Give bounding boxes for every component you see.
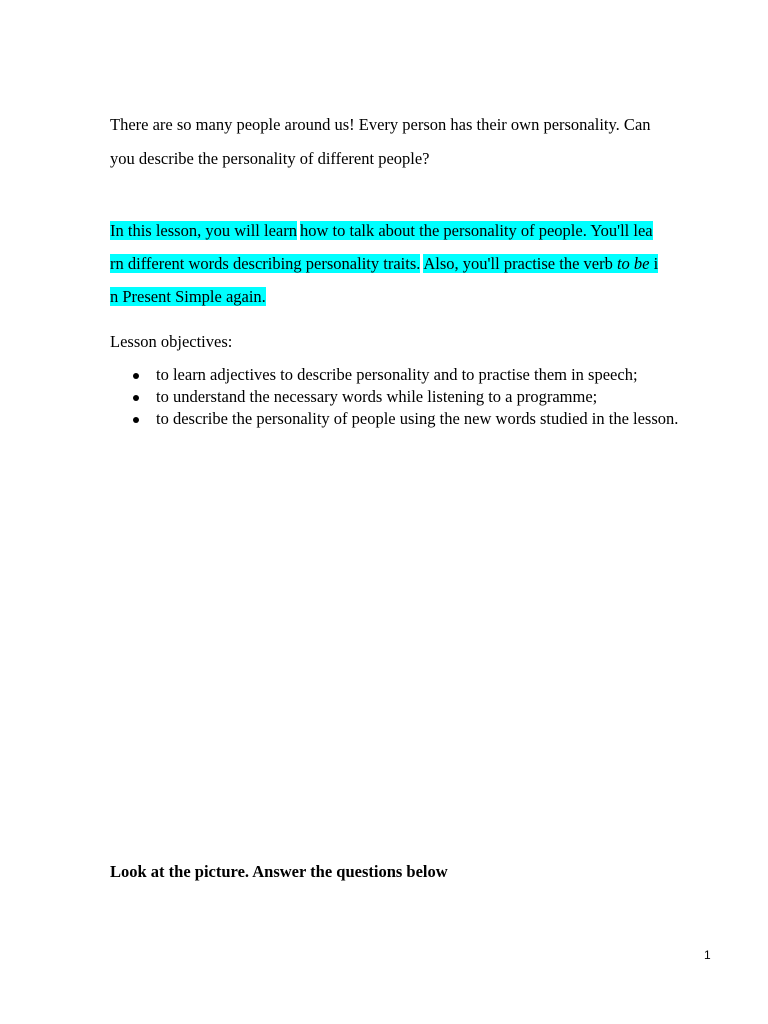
objective-text: to learn adjectives to describe personality and to practise them in speech; [156, 365, 638, 384]
highlight-segment: how to talk about the personality of people. You'll lea [299, 221, 653, 240]
list-item [110, 408, 712, 430]
verb-to-be: to be [616, 254, 650, 273]
highlight-text: i [653, 254, 659, 273]
objectives-title: Lesson objectives: [110, 332, 233, 351]
highlight-line-3 [110, 280, 712, 313]
highlight-text: Also, you'll practise the verb [423, 254, 613, 273]
highlight-segment: In this lesson, you will learn [110, 221, 297, 240]
intro-line-1: There are so many people around us! Every person has their own personality. Can [110, 115, 651, 134]
highlight-line-2 [110, 247, 712, 280]
bullet-icon [133, 417, 139, 423]
objectives-list [110, 364, 712, 430]
objective-text: to describe the personality of people using the new words studied in the lesson. [156, 409, 679, 428]
bullet-icon [133, 373, 139, 379]
bullet-icon [133, 395, 139, 401]
page-number: 1 [704, 948, 711, 962]
task-heading: Look at the picture. Answer the questions below [110, 862, 448, 881]
objective-text: to understand the necessary words while listening to a programme; [156, 387, 598, 406]
intro-paragraph [110, 108, 712, 176]
highlight-line-1 [110, 214, 712, 247]
highlight-segment: rn different words describing personality traits. [110, 254, 421, 273]
highlight-segment [423, 254, 658, 273]
list-item [110, 364, 712, 386]
highlight-segment: n Present Simple again. [110, 287, 266, 306]
intro-line-2: you describe the personality of different people? [110, 149, 430, 168]
list-item [110, 386, 712, 408]
lesson-intro-highlighted [110, 214, 712, 313]
